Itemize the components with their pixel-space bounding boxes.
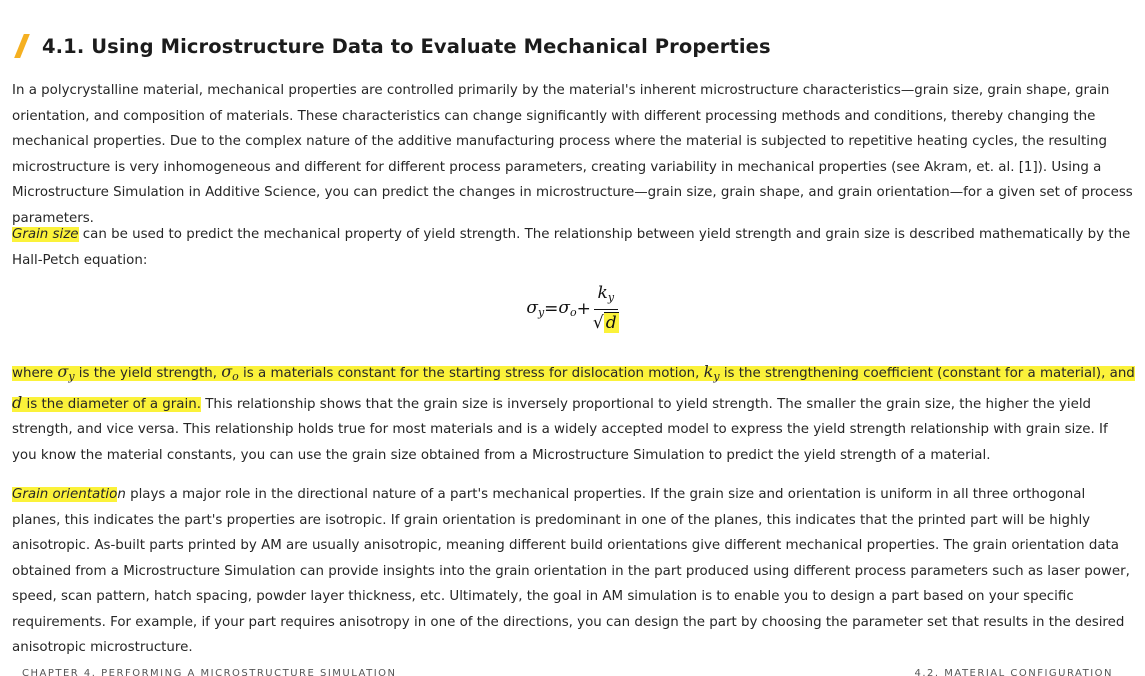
variables-highlight: where $\sigma_y$ is the yield strength, $\sigma_o$ is a materials constant for the starting stress for dislocation motion, $k_y$ is the strengthening coefficient (constant for a material), and d is the diameter of a grain. <box>12 362 1135 412</box>
paragraph-equation-rest: This relationship shows that the grain size is inversely proportional to yield strength. The smaller the grain size, the higher the yield strength, and vice versa. This relationship holds true for most materials and is a widely accepted model to express the yield strength relationship with grain size. If you know the material constants, you can use the grain size obtained from a Microstructure Simulation to predict the yield strength of a material. <box>12 396 1108 463</box>
paragraph-intro-text: In a polycrystalline material, mechanical properties are controlled primarily by the material's inherent microstructure characteristics—grain size, grain shape, grain orientation, and composition of materials. These characteristics can change significantly with different processing methods and conditions, thereby changing the mechanical properties. Due to the complex nature of the additive manufacturing process where the material is subjected to repetitive heating cycles, the resulting microstructure is very inhomogeneous and different for different process parameters, creating variability in mechanical properties (see Akram, et. al. [1]). Using a Microstructure Simulation in Additive Science, you can predict the changes in microstructure—grain size, grain shape, and grain orientation—for a given set of process parameters. <box>12 83 1133 226</box>
footer-chapter: CHAPTER 4. PERFORMING A MICROSTRUCTURE SIMULATION <box>22 668 397 676</box>
eq-denominator <box>593 310 619 333</box>
heading-accent-bar <box>12 33 32 59</box>
var-sigma-o: $\sigma_o$ <box>221 362 239 383</box>
hall-petch-equation <box>0 284 1145 344</box>
eq-numerator: $k_y$ <box>594 284 619 310</box>
paragraph-intro <box>12 78 1136 231</box>
paragraph-grain-size-text: can be used to predict the mechanical property of yield strength. The relationship between yield strength and grain size is described mathematically by the Hall-Petch equation: <box>12 227 1131 268</box>
var-d: d <box>12 392 23 412</box>
footer-next-section: 4.2. MATERIAL CONFIGURATION <box>914 668 1113 676</box>
grain-orientation-tail: n <box>117 487 126 502</box>
eq-equals: = <box>544 298 559 319</box>
paragraph-grain-orientation-text: plays a major role in the directional nature of a part's mechanical properties. If the grain size and orientation is uniform in all three orthogonal planes, this indicates the part's properties are isotropic. If grain orientation is predominant in one of the planes, this indicates that the printed part will be highly anisotropic. As-built parts printed by AM are usually anisotropic, meaning different build orientations give different mechanical properties. The grain orientation data obtained from a Microstructure Simulation can provide insights into the grain orientation in the part produced using different process parameters such as laser power, speed, scan pattern, hatch spacing, powder layer thickness, etc. Ultimately, the goal in AM simulation is to enable you to design a part based on your specific requirements. For example, if your part requires anisotropy in one of the directions, you can design the part by choosing the parameter set that results in the desired anisotropic microstructure. <box>12 487 1130 655</box>
grain-size-highlight: Grain size <box>12 227 79 242</box>
var-sigma-y: $\sigma_y$ <box>57 362 75 383</box>
grain-orientation-highlight: Grain orientatio <box>12 487 118 502</box>
page-title: 4.1. Using Microstructure Data to Evaluate Mechanical Properties <box>42 34 771 58</box>
sqrt-icon: √ <box>592 312 604 333</box>
section-heading <box>12 33 771 59</box>
eq-sigma-y: $\sigma_y$ <box>526 298 545 319</box>
paragraph-grain-orientation <box>12 482 1136 661</box>
eq-sigma-o: $\sigma_o$ <box>558 298 577 319</box>
eq-diameter: d <box>605 313 617 333</box>
var-k-y: $k_y$ <box>703 362 720 383</box>
paragraph-grain-size <box>12 222 1136 273</box>
eq-fraction <box>593 284 619 333</box>
equation-body <box>526 284 618 333</box>
eq-plus: + <box>576 298 591 319</box>
paragraph-equation-explanation <box>12 359 1136 468</box>
